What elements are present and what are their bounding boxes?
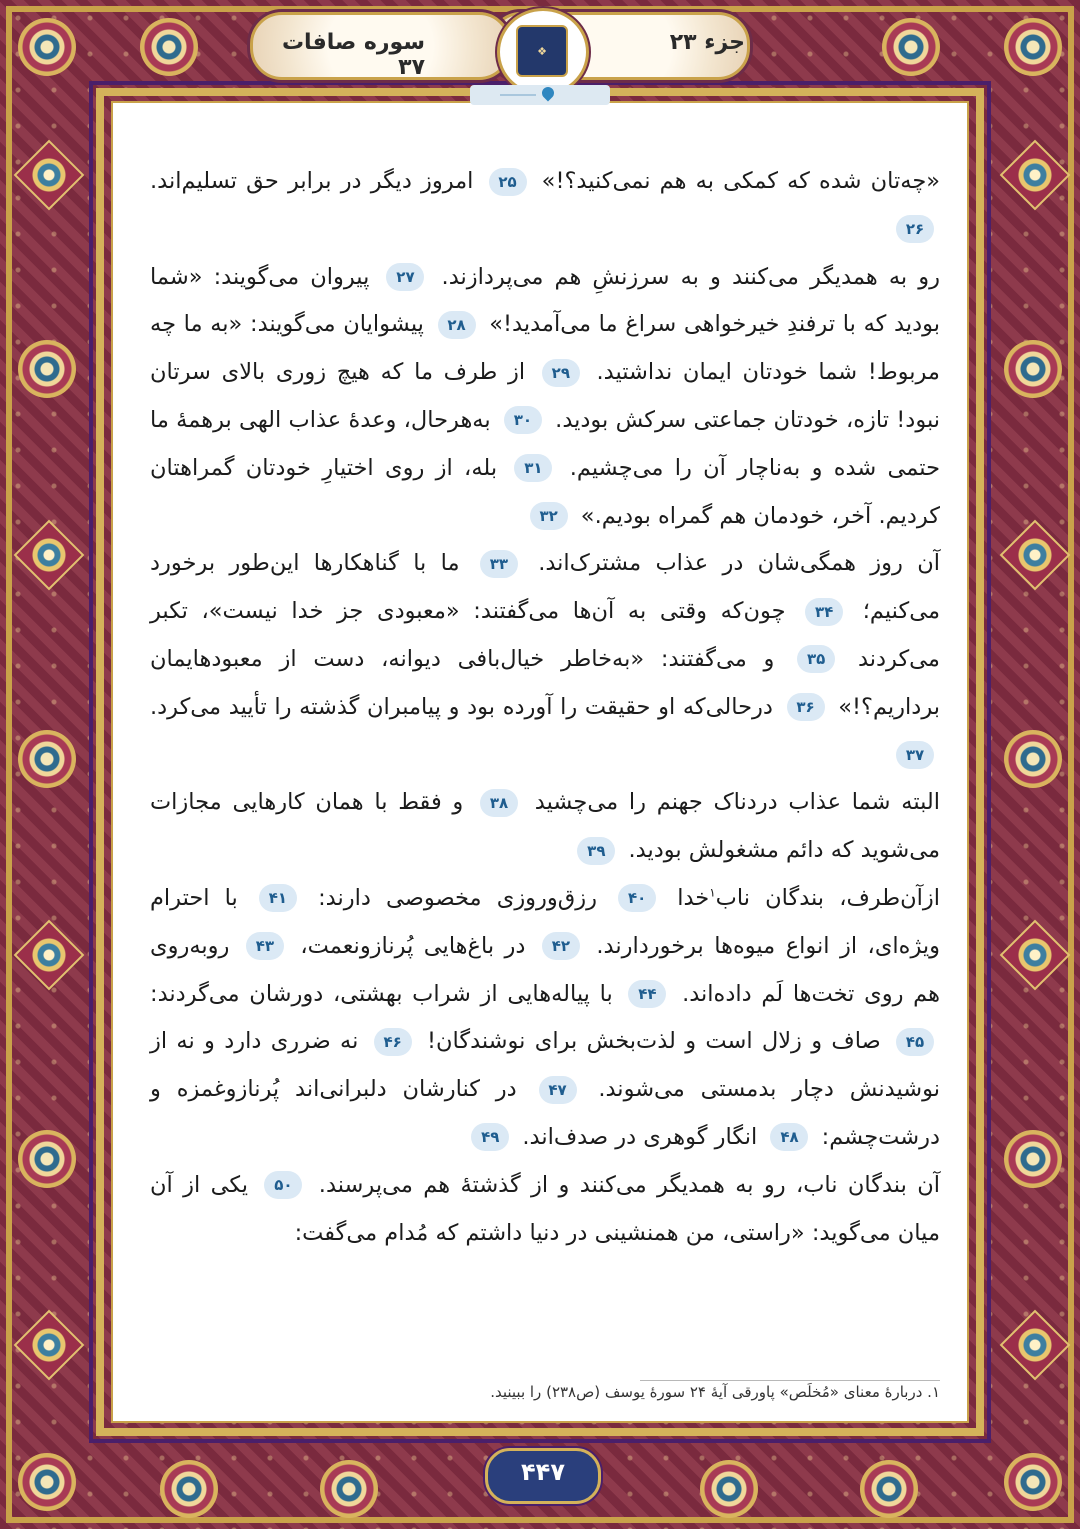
- location-pin-icon: [540, 85, 557, 102]
- corner-rosette-top-right: [1004, 18, 1062, 76]
- verse-segment: به‌هرحال، وعدهٔ عذاب الهی برهمهٔ ما حتمی شده و به‌ناچار آن را می‌چشیم.: [150, 406, 940, 481]
- bottom-ornament-3: [700, 1460, 758, 1518]
- verse-segment: آن روز همگی‌شان در عذاب مشترک‌اند.: [523, 550, 940, 577]
- ayah-number: ۴۹: [471, 1123, 509, 1151]
- verse-segment: خدا: [662, 884, 710, 911]
- verse-segment: آن بندگان ناب، رو به همدیگر می‌کنند و از گذشتهٔ هم می‌پرسند.: [308, 1171, 940, 1198]
- ayah-number: ۳۵: [797, 645, 835, 673]
- verse-segment: امروز دیگر در برابر حق تسلیم‌اند.: [150, 168, 483, 194]
- verse-segment: صاف و زلال است و لذت‌بخش برای نوشندگان!: [417, 1028, 891, 1055]
- footnote: ۱. دربارهٔ معنای «مُخلَص» پاورقی آیهٔ ۲۴ سورهٔ یوسف (ص۲۳۸) را ببینید.: [490, 1383, 940, 1401]
- ayah-number: ۳۹: [577, 837, 615, 865]
- paragraph: [150, 158, 940, 254]
- ayah-number: ۲۵: [489, 168, 527, 196]
- verse-segment: البته شما عذاب دردناک جهنم را می‌چشید: [524, 789, 940, 816]
- ayah-number: ۴۶: [374, 1028, 412, 1056]
- verse-segment: روبه‌روی هم روی تخت‌ها لَم داده‌اند.: [150, 932, 940, 1007]
- verse-segment: ازآن‌طرف، بندگان ناب: [715, 884, 940, 911]
- verse-segment: پیشوایان می‌گویند: «به ما چه مربوط! شما خودتان ایمان نداشتید.: [150, 311, 940, 386]
- emblem-medallion: [497, 8, 589, 96]
- ayah-number: ۵۰: [264, 1171, 302, 1199]
- badge-line: [500, 94, 536, 96]
- verse-segment: و فقط با همان کارهایی مجازات می‌شوید که دائم مشغولش بودید.: [150, 789, 940, 864]
- verse-segment: رو به همدیگر می‌کنند و به سرزنشِ هم می‌پردازند.: [430, 263, 940, 290]
- bottom-ornament-2: [320, 1460, 378, 1518]
- ayah-number: ۳۰: [504, 406, 542, 434]
- ayah-number: ۳۱: [514, 454, 552, 482]
- surah-label: سوره صافات ۳۷: [281, 30, 425, 80]
- corner-rosette-bottom-right: [1004, 1453, 1062, 1511]
- top-ornament-1: [140, 18, 198, 76]
- top-ornament-2: [882, 18, 940, 76]
- paragraph: [150, 540, 940, 779]
- verse-segment: و می‌گفتند: «به‌خاطر خیال‌بافی دیوانه، دست از معبودهایمان برداریم؟!»: [150, 645, 940, 720]
- ayah-number: ۳۴: [805, 598, 843, 626]
- verse-segment: چون‌که وقتی به آن‌ها می‌گفتند: «معبودی جز خدا نیست»، تکبر می‌کردند: [150, 598, 940, 672]
- ayah-number: ۳۲: [530, 502, 568, 530]
- corner-rosette-bottom-left: [18, 1453, 76, 1511]
- verse-segment: «چه‌تان شده که کمکی به هم نمی‌کنید؟!»: [532, 168, 940, 194]
- ayah-number: ۴۳: [246, 932, 284, 960]
- side-ornament-left-6: [18, 1130, 76, 1188]
- ayah-number: ۴۰: [618, 884, 656, 912]
- paragraph: [150, 875, 940, 1162]
- verse-segment: پیروان می‌گویند: «شما بودید که با ترفندِ خیرخواهی سراغ ما می‌آمدید!»: [150, 263, 940, 338]
- verse-segment: درحالی‌که او حقیقت را آورده بود و پیامبران گذشته را تأیید می‌کرد.: [150, 693, 781, 720]
- ayah-number: ۲۶: [896, 215, 934, 243]
- paragraph: [150, 1162, 940, 1258]
- location-badge[interactable]: [470, 85, 610, 105]
- ayah-number: ۴۸: [770, 1123, 808, 1151]
- bottom-ornament-4: [860, 1460, 918, 1518]
- side-ornament-right-2: [1004, 340, 1062, 398]
- calligraphy-emblem-icon: ❖: [516, 25, 568, 77]
- verse-segment: در باغ‌هایی پُرنازونعمت،: [289, 932, 536, 959]
- juz-label: جزء ۲۳: [669, 30, 745, 55]
- verse-segment: یکی از آن میان می‌گوید: «راستی، من همنشینی در دنیا داشتم که مُدام می‌گفت:: [150, 1171, 940, 1246]
- ayah-number: ۴۵: [896, 1028, 934, 1056]
- side-ornament-left-2: [18, 340, 76, 398]
- corner-rosette-top-left: [18, 18, 76, 76]
- ayah-number: ۴۷: [539, 1076, 577, 1104]
- side-ornament-right-6: [1004, 1130, 1062, 1188]
- verse-segment: نه ضرری دارد و نه از نوشیدنش دچار بدمستی می‌شوند.: [150, 1028, 940, 1103]
- ayah-number: ۴۴: [628, 980, 666, 1008]
- verse-segment: با پیاله‌هایی از شراب بهشتی، دورشان می‌گردند:: [150, 980, 623, 1007]
- ayah-number: ۲۸: [438, 311, 476, 339]
- ayah-number: ۴۱: [259, 884, 297, 912]
- verse-text: [150, 158, 940, 1257]
- ayah-number: ۳۳: [480, 550, 518, 578]
- ayah-number: ۳۶: [787, 693, 825, 721]
- ayah-number: ۴۲: [542, 932, 580, 960]
- verse-segment: انگار گوهری در صدف‌اند.: [515, 1123, 765, 1150]
- verse-segment: رزق‌وروزی مخصوصی دارند:: [302, 884, 613, 911]
- page-number: ۴۴۷: [521, 1458, 565, 1486]
- verse-segment: ما با گناهکارها این‌طور برخورد می‌کنیم؛: [150, 550, 940, 625]
- footnote-marker: ۱: [709, 885, 716, 900]
- side-ornament-left-4: [18, 730, 76, 788]
- ayah-number: ۲۹: [542, 359, 580, 387]
- ayah-number: ۲۷: [386, 263, 424, 291]
- verse-segment: بله، از روی اختیارِ خودتان گمراهتان کردیم. آخر، خودمان هم گمراه بودیم.»: [150, 454, 940, 529]
- paragraph: [150, 779, 940, 875]
- ayah-number: ۳۷: [896, 741, 934, 769]
- verse-segment: با احترام ویژه‌ای، از انواع میوه‌ها برخوردارند.: [150, 884, 941, 959]
- ayah-number: ۳۸: [480, 789, 518, 817]
- paragraph: [150, 254, 940, 541]
- bottom-ornament-1: [160, 1460, 218, 1518]
- side-ornament-right-4: [1004, 730, 1062, 788]
- verse-segment: در کنارشان دلبرانی‌اند پُرنازوغمزه و درشت‌چشم:: [150, 1076, 940, 1150]
- verse-segment: از طرف ما که هیچ زوری بالای سرتان نبود! تازه، خودتان جماعتی سرکش بودید.: [150, 359, 940, 433]
